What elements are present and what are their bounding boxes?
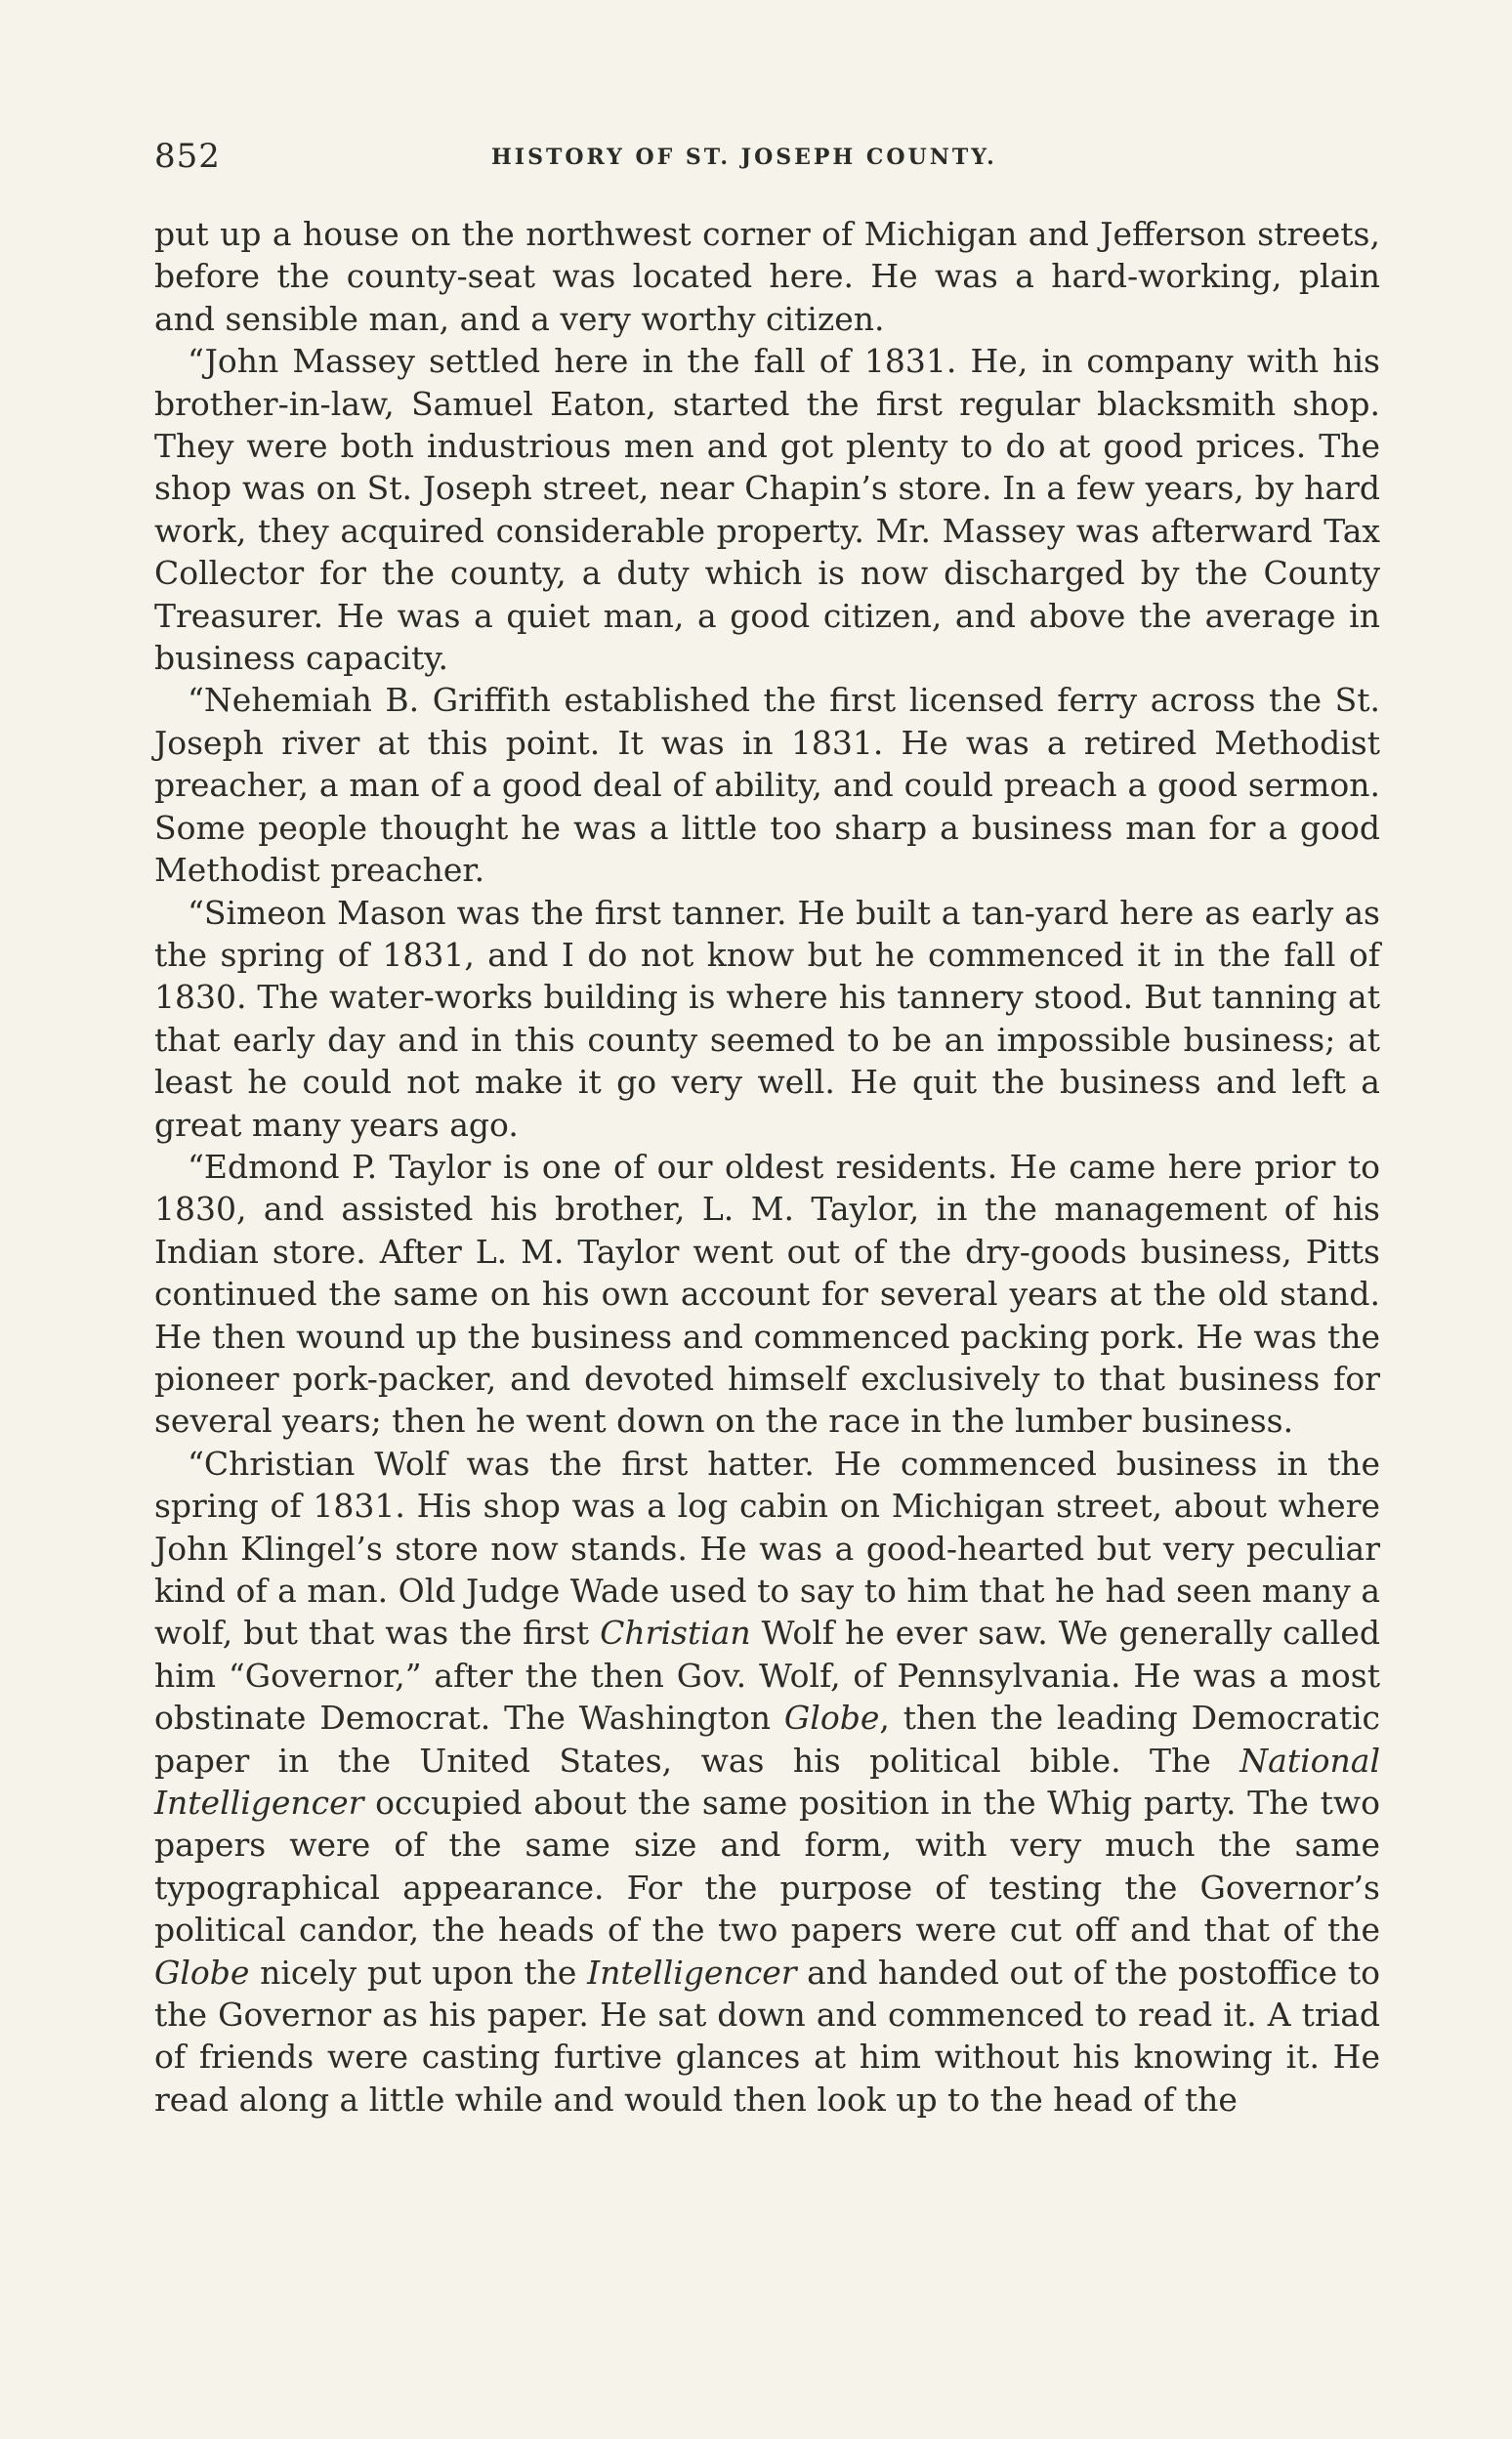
italic-text: Globe (783, 1699, 880, 1738)
running-title: HISTORY OF ST. JOSEPH COUNTY. (491, 145, 997, 170)
paragraph (154, 679, 1380, 891)
paragraph (154, 1443, 1380, 2122)
text-run: “Christian Wolf was the first hatter. He commenced business in the spring of 1831. His shop was a log cabin on Michigan street, about where John Klingel’s store now stands. He was a good-hearted but very peculiar kind of a man. Old Judge Wade used to say to him that he had seen many a wolf, but that was the first (154, 1444, 1380, 1653)
text-run: “Nehemiah B. Griffith established the first licensed ferry across the St. Joseph river at this point. It was in 1831. He was a retired Methodist preacher, a man of a good deal of ability, and could preach a good sermon. Some people thought he was a little too sharp a business man for a good Methodist preacher. (154, 681, 1380, 890)
paragraph (154, 892, 1380, 1146)
page-number: 852 (154, 137, 221, 176)
italic-text: Christian (600, 1614, 751, 1653)
text-run: and handed out of the postoffice to the Governor as his paper. He sat down and commenced to read it. A triad of friends were casting furtive glances at him without his knowing it. He read along a little while and would then look up to the head of the (154, 1953, 1380, 2119)
text-run: occupied about the same position in the Whig party. The two papers were of the same size and form, with very much the same typographical appearance. For the purpose of testing the Governor’s political candor, the heads of the two papers were cut off and that of the (154, 1784, 1380, 1950)
italic-text: Intelligencer (587, 1953, 797, 1992)
text-run: put up a house on the northwest corner of Michigan and Jefferson streets, before the county-seat was located here. He was a hard-working, plain and sensible man, and a very worthy citizen. (154, 215, 1380, 338)
text-run: , then the leading Democratic paper in the United States, was his political bible. The (154, 1699, 1380, 1780)
paragraph (154, 340, 1380, 679)
text-run: “Edmond P. Taylor is one of our oldest residents. He came here prior to 1830, and assisted his brother, L. M. Taylor, in the management of his Indian store. After L. M. Taylor went out of the dry-goods business, Pitts continued the same on his own account for several years at the old stand. He then wound up the business and commenced packing pork. He was the pioneer pork-packer, and devoted himself exclusively to that business for several years; then he went down on the race in the lumber business. (154, 1147, 1380, 1441)
paragraph (154, 213, 1380, 340)
text-run: “Simeon Mason was the first tanner. He built a tan-yard here as early as the spring of 1831, and I do not know but he commenced it in the fall of 1830. The water-works building is where his tannery stood. But tanning at that early day and in this county seemed to be an impossible business; at least he could not make it go very well. He quit the business and left a great many years ago. (154, 893, 1380, 1144)
text-run: nicely put upon the (249, 1953, 588, 1992)
body-text (154, 213, 1380, 2121)
text-run: “John Massey settled here in the fall of 1831. He, in company with his brother-in-law, Samuel Eaton, started the first regular blacksmith shop. They were both industrious men and got plenty to do at good prices. The shop was on St. Joseph street, near Chapin’s store. In a few years, by hard work, they acquired considerable property. Mr. Massey was afterward Tax Collector for the county, a duty which is now discharged by the County Treasurer. He was a quiet man, a good citizen, and above the average in business capacity. (154, 342, 1380, 678)
text-run: Wolf he ever saw. We generally called him “Governor,” after the then Gov. Wolf, of Pennsylvania. He was a most obstinate Democrat. The Washington (154, 1614, 1380, 1738)
italic-text: Globe (154, 1953, 250, 1992)
page-header (154, 137, 1385, 182)
paragraph (154, 1146, 1380, 1443)
italic-text: National Intelligencer (154, 1741, 1380, 1823)
